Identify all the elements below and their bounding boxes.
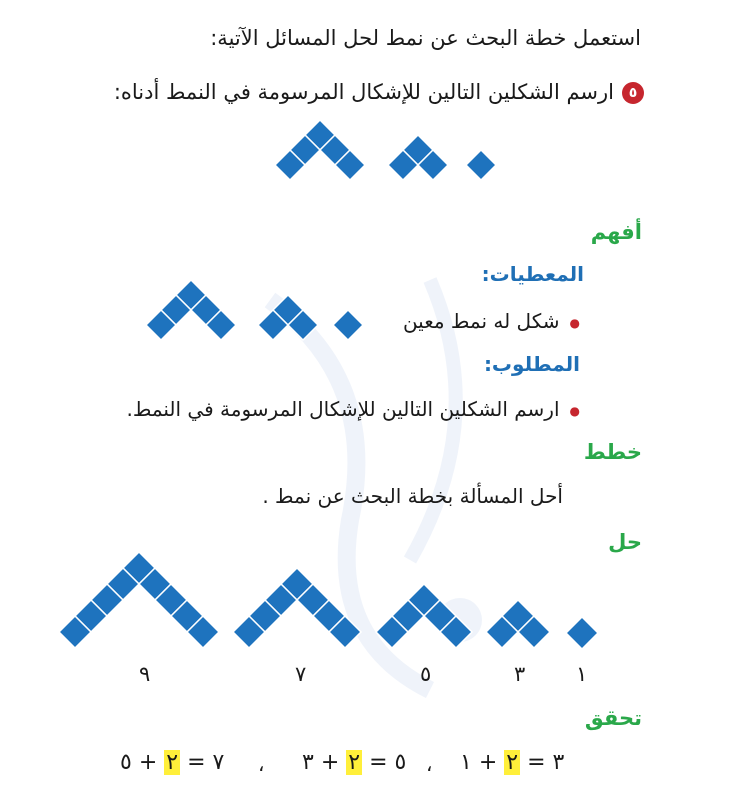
eq3-c: ٧ [212,750,225,775]
pattern-tile [333,310,363,340]
question-number-badge: ٥ [622,82,644,104]
pattern-tile [566,617,598,649]
separator-2: ، [258,752,265,776]
solve-label-9: ٩ [139,662,151,686]
eq1-a: ١ [460,750,472,775]
separator-1: ، [426,752,433,776]
eq1-op: + [478,750,498,775]
solve-label-5: ٥ [420,662,432,686]
question-text: ارسم الشكلين التالين للإشكال المرسومة في النمط أدناه: [113,80,614,104]
intro-text: استعمل خطة البحث عن نمط لحل المسائل الآتية: [210,26,641,50]
eq2-a: ٣ [302,750,314,775]
given-item: ● شكل له نمط معين [403,309,580,333]
eq2-c: ٥ [394,750,407,775]
required-item: ● ارسم الشكلين التالين للإشكال المرسومة في النمط. [126,397,580,421]
eq3-a: ٥ [120,750,132,775]
verify-equation-1 [460,750,564,775]
verify-equation-2 [302,750,406,775]
eq1-c: ٣ [552,750,565,775]
given-title: المعطيات: [481,262,584,286]
solve-label-3: ٣ [514,662,526,686]
eq3-op: + [138,750,158,775]
solve-label-7: ٧ [295,662,307,686]
plan-title: خطط [583,440,642,464]
solve-title: حل [608,530,642,554]
verify-title: تحقق [584,706,642,730]
eq2-b: ٢ [348,750,361,775]
plan-text: أحل المسألة بخطة البحث عن نمط . [262,484,563,508]
eq2-op: + [320,750,340,775]
eq3-eq: = [187,750,206,775]
eq1-b: ٢ [506,750,519,775]
eq2-eq: = [369,750,388,775]
solve-label-1: ١ [576,662,588,686]
verify-equation-3 [120,750,224,775]
eq1-eq: = [527,750,546,775]
pattern-tile [466,150,496,180]
eq3-b: ٢ [166,750,179,775]
required-title: المطلوب: [483,352,580,376]
understand-title: أفهم [590,220,642,244]
